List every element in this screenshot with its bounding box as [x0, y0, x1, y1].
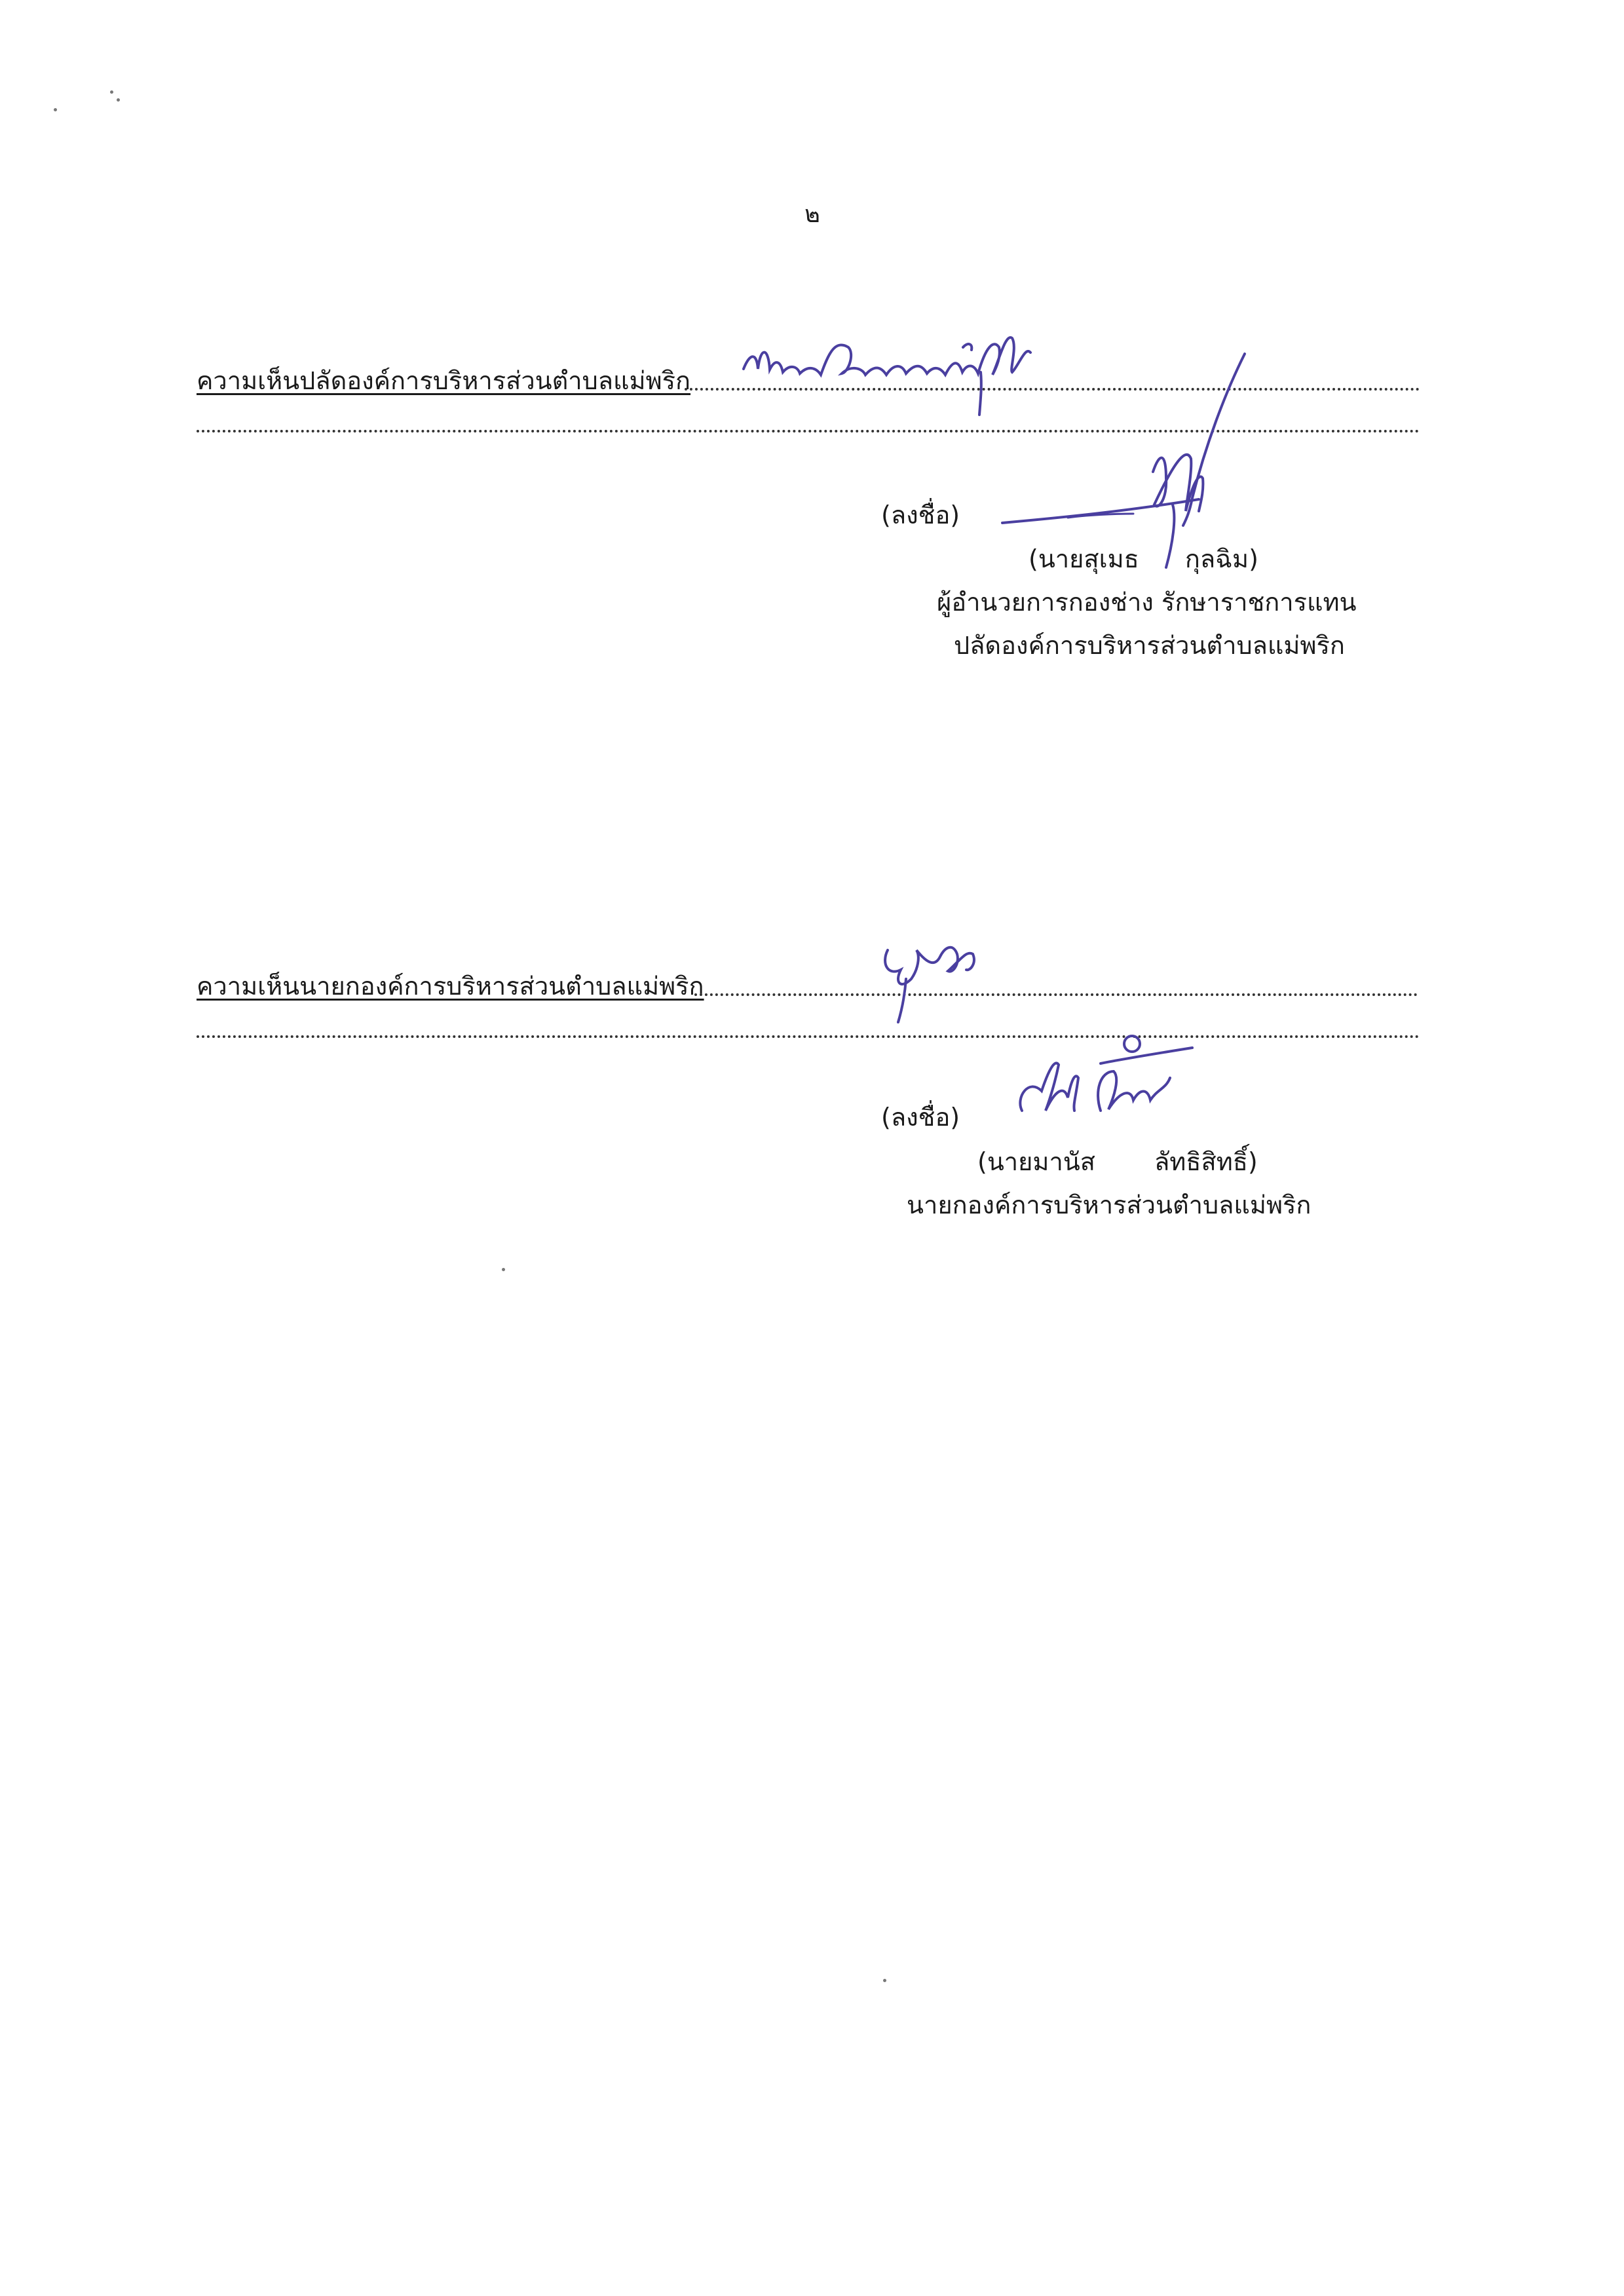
section1-signature — [983, 354, 1271, 570]
section1-heading: ความเห็นปลัดองค์การบริหารส่วนตำบลแม่พริก — [197, 366, 691, 395]
section1-signer-title-1: ผู้อำนวยการกองช่าง รักษาราชการแทน — [937, 588, 1357, 617]
section1-name-prefix: (นายสุเมธ — [1029, 545, 1139, 573]
section2-dotted-line-1 — [694, 993, 1418, 996]
section2-name-prefix: (นายมานัส — [977, 1147, 1095, 1176]
scan-speck — [54, 108, 57, 111]
section1-signer-title-2: ปลัดองค์การบริหารส่วนตำบลแม่พริก — [954, 631, 1345, 660]
scan-speck — [883, 1979, 886, 1982]
scan-speck — [502, 1268, 505, 1271]
section2-dotted-line-2 — [197, 1035, 1420, 1038]
section2-heading: ความเห็นนายกองค์การบริหารส่วนตำบลแม่พริก — [197, 972, 704, 1001]
section2-signature — [1002, 1032, 1199, 1130]
section2-signer-title-1: นายกองค์การบริหารส่วนตำบลแม่พริก — [907, 1191, 1312, 1219]
section2-handwritten-opinion — [875, 930, 992, 1029]
section2-name-suffix: ลัทธิสิทธิ์) — [1154, 1147, 1258, 1176]
section2-sign-label: (ลงชื่อ) — [881, 1103, 960, 1132]
section1-name-suffix: กุลฉิม) — [1184, 545, 1258, 573]
scan-speck — [110, 90, 113, 94]
section2-signer-name — [977, 1141, 1258, 1181]
page-number: ๒ — [804, 201, 820, 228]
section1-sign-label: (ลงชื่อ) — [881, 501, 960, 529]
section1-signer-name — [1029, 539, 1258, 579]
scan-speck — [117, 98, 120, 102]
